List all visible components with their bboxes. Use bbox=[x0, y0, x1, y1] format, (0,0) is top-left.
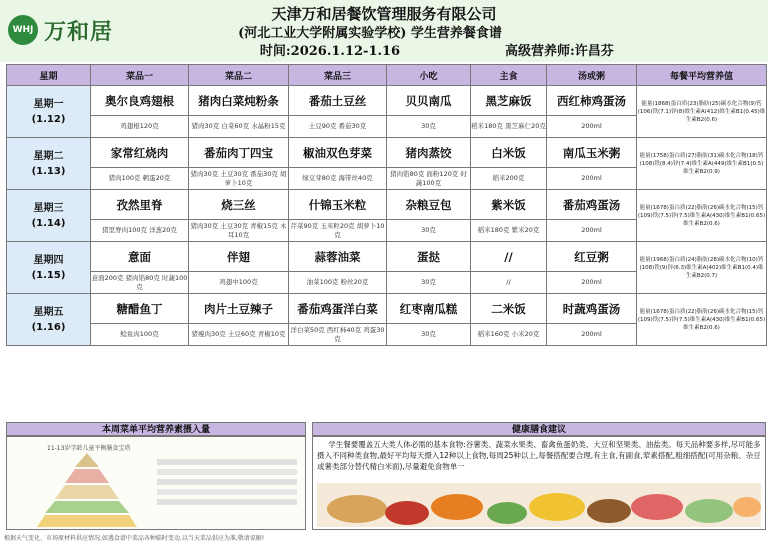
diet-advice-heading: 健康膳食建议 bbox=[312, 422, 766, 436]
day-name: 星期二 bbox=[33, 150, 64, 162]
weekly-menu-table bbox=[6, 64, 767, 346]
ingredient-cell: 猪里脊肉100克 洋葱20克 bbox=[91, 220, 189, 242]
ingredient-cell: 意面200克 猪肉馅80克 时蔬100克 bbox=[91, 272, 189, 294]
day-cell bbox=[7, 86, 91, 138]
page-header bbox=[0, 0, 768, 62]
day-date: (1.14) bbox=[31, 217, 66, 229]
dish-cell: 蛋挞 bbox=[387, 242, 471, 272]
dish-cell: 肉片土豆辣子 bbox=[189, 294, 289, 324]
company-title: 天津万和居餐饮管理服务有限公司 bbox=[271, 5, 497, 23]
nutritionist-name: 高级营养师:许昌芬 bbox=[505, 44, 614, 59]
day-cell bbox=[7, 242, 91, 294]
ingredient-cell: 猪肉30克 土豆30克 青椒15克 木耳10克 bbox=[189, 220, 289, 242]
dish-cell: 黑芝麻饭 bbox=[471, 86, 547, 116]
dish-cell: 猪肉蒸饺 bbox=[387, 138, 471, 168]
day-date: (1.12) bbox=[31, 113, 66, 125]
day-name: 星期四 bbox=[33, 254, 64, 266]
ingredient-cell: 土豆90克 番茄30克 bbox=[289, 116, 387, 138]
food-pyramid-panel bbox=[6, 436, 306, 530]
nutrition-cell: 能量(1678)蛋白质(22)脂肪(26)碳水化合物(15)钙(109)铁(7.5)锌(7.5)维生素A(430)维生素B1(0.65)维生素B2(0.6) bbox=[637, 294, 767, 346]
ingredient-cell: 芹菜90克 玉米粒20克 胡萝卜10克 bbox=[289, 220, 387, 242]
dish-cell: 杂粮豆包 bbox=[387, 190, 471, 220]
ingredient-cell: 稻米180克 黑芝麻仁20克 bbox=[471, 116, 547, 138]
dish-cell: 伴翅 bbox=[189, 242, 289, 272]
dish-cell: 蒜蓉油菜 bbox=[289, 242, 387, 272]
dish-cell: 烧三丝 bbox=[189, 190, 289, 220]
ingredient-cell: 稻米160克 小米20克 bbox=[471, 324, 547, 346]
pyramid-caption: 11-13岁学龄儿童平衡膳食宝塔 bbox=[47, 445, 131, 452]
footer-note: 根据天气变化、市场原材料供应情况,如遇食谱中菜品各种临时变动,以当天菜品供应为准,敬请谅解! bbox=[4, 535, 265, 542]
dish-cell: // bbox=[471, 242, 547, 272]
ingredient-cell: // bbox=[471, 272, 547, 294]
logo-name: 万和居 bbox=[44, 18, 114, 45]
col-header: 菜品二 bbox=[189, 65, 289, 86]
dish-cell: 椒油双色芽菜 bbox=[289, 138, 387, 168]
diet-advice-text: 学生餐要覆盖五大类人体必需的基本食物:谷薯类、蔬菜水果类、畜禽鱼蛋奶类、大豆和坚果类、油盐类。每天品种要多样,尽可能多摄入不同种类食物,最好平均每天摄入12种以上食物,每周25种以上,每餐搭配要合理,有主食,有副食,荤素搭配,粗细搭配(可用杂粮、杂豆或薯类部分替代精白米面),尽量避免食物单一 bbox=[317, 440, 761, 471]
table-row bbox=[7, 138, 767, 168]
day-date: (1.13) bbox=[31, 165, 66, 177]
school-subtitle: (河北工业大学附属实验学校) 学生营养餐食谱 bbox=[238, 26, 502, 41]
table-header-row bbox=[7, 65, 767, 86]
dish-cell: 西红柿鸡蛋汤 bbox=[547, 86, 637, 116]
nutrition-cell: 能量(1968)蛋白质(24)脂肪(28)碳水化合物(10)钙(108)铁(9)锌(6.3)维生素A(402)维生素B1(0.4)维生素B2(0.7) bbox=[637, 242, 767, 294]
dish-cell: 番茄土豆丝 bbox=[289, 86, 387, 116]
dish-cell: 红豆粥 bbox=[547, 242, 637, 272]
day-date: (1.15) bbox=[31, 269, 66, 281]
ingredient-cell: 稻米200克 bbox=[471, 168, 547, 190]
col-header: 菜品一 bbox=[91, 65, 189, 86]
dish-cell: 贝贝南瓜 bbox=[387, 86, 471, 116]
nutrition-cell: 能量(1758)蛋白质(27)脂肪(31)碳水化合物(18)钙(108)铁(8.4)锌(7.4)维生素A(449)维生素B1(0.5)维生素B2(0.9) bbox=[637, 138, 767, 190]
dish-cell: 奥尔良鸡翅根 bbox=[91, 86, 189, 116]
ingredient-cell: 200ml bbox=[547, 220, 637, 242]
dish-cell: 家常红烧肉 bbox=[91, 138, 189, 168]
col-header: 小吃 bbox=[387, 65, 471, 86]
dish-cell: 番茄鸡蛋洋白菜 bbox=[289, 294, 387, 324]
ingredient-cell: 猪肉30克 土豆30克 番茄30克 胡萝卜10克 bbox=[189, 168, 289, 190]
col-header: 主食 bbox=[471, 65, 547, 86]
ingredient-cell: 洋白菜50克 西红柿40克 鸡蛋30克 bbox=[289, 324, 387, 346]
diet-advice-panel bbox=[312, 436, 766, 530]
menu-period: 时间:2026.1.12-1.16 bbox=[259, 44, 401, 59]
dish-cell: 猪肉白菜炖粉条 bbox=[189, 86, 289, 116]
dish-cell: 白米饭 bbox=[471, 138, 547, 168]
day-cell bbox=[7, 190, 91, 242]
ingredient-cell: 30克 bbox=[387, 324, 471, 346]
ingredient-cell: 30克 bbox=[387, 272, 471, 294]
ingredient-cell: 猪肉30克 白菜60克 水晶粉15克 bbox=[189, 116, 289, 138]
day-name: 星期一 bbox=[33, 98, 64, 110]
dish-cell: 番茄鸡蛋汤 bbox=[547, 190, 637, 220]
ingredient-cell: 200ml bbox=[547, 324, 637, 346]
day-name: 星期五 bbox=[33, 306, 64, 318]
nutrition-cell: 能量(1678)蛋白质(22)脂肪(26)碳水化合物(15)钙(109)铁(7.5)锌(7.5)维生素A(430)维生素B1(0.65)维生素B2(0.6) bbox=[637, 190, 767, 242]
day-cell bbox=[7, 138, 91, 190]
ingredient-cell: 30克 bbox=[387, 116, 471, 138]
day-cell bbox=[7, 294, 91, 346]
ingredient-cell: 200ml bbox=[547, 272, 637, 294]
col-header: 星期 bbox=[7, 65, 91, 86]
col-header: 菜品三 bbox=[289, 65, 387, 86]
ingredient-cell: 鲶鱼肉100克 bbox=[91, 324, 189, 346]
table-row bbox=[7, 242, 767, 272]
dish-cell: 紫米饭 bbox=[471, 190, 547, 220]
dish-cell: 南瓜玉米粥 bbox=[547, 138, 637, 168]
dish-cell: 番茄肉丁四宝 bbox=[189, 138, 289, 168]
col-header: 汤或粥 bbox=[547, 65, 637, 86]
dish-cell: 时蔬鸡蛋汤 bbox=[547, 294, 637, 324]
ingredient-cell: 200ml bbox=[547, 116, 637, 138]
ingredient-cell: 30克 bbox=[387, 220, 471, 242]
ingredient-cell: 鸡翅根120克 bbox=[91, 116, 189, 138]
day-name: 星期三 bbox=[33, 202, 64, 214]
dish-cell: 红枣南瓜糕 bbox=[387, 294, 471, 324]
table-row bbox=[7, 294, 767, 324]
dish-cell: 什锦玉米粒 bbox=[289, 190, 387, 220]
ingredient-cell: 鸡翅中100克 bbox=[189, 272, 289, 294]
dish-cell: 孜然里脊 bbox=[91, 190, 189, 220]
dish-cell: 二米饭 bbox=[471, 294, 547, 324]
ingredient-cell: 200ml bbox=[547, 168, 637, 190]
dish-cell: 糖醋鱼丁 bbox=[91, 294, 189, 324]
ingredient-cell: 猪瘦肉30克 土豆60克 青椒10克 bbox=[189, 324, 289, 346]
food-photo-strip bbox=[317, 483, 761, 527]
food-pyramid-icon bbox=[27, 449, 147, 529]
ingredient-cell: 猪肉100克 鹌蛋20克 bbox=[91, 168, 189, 190]
table-row bbox=[7, 190, 767, 220]
nutrition-cell: 能量(1868)蛋白质(23)脂肪(25)碳水化合物(9)钙(106)铁(7.1)锌(8)维生素A(412)维生素B1(0.45)维生素B2(0.6) bbox=[637, 86, 767, 138]
dish-cell: 意面 bbox=[91, 242, 189, 272]
nutrient-intake-heading: 本周菜单平均营养素摄入量 bbox=[6, 422, 306, 436]
day-date: (1.16) bbox=[31, 321, 66, 333]
col-header: 每餐平均营养值 bbox=[637, 65, 767, 86]
ingredient-cell: 绿豆芽80克 海带丝40克 bbox=[289, 168, 387, 190]
ingredient-cell: 猪肉馅80克 面粉120克 时蔬100克 bbox=[387, 168, 471, 190]
pyramid-legend bbox=[157, 455, 297, 525]
logo-badge: WHJ bbox=[8, 15, 38, 45]
ingredient-cell: 稻米180克 紫米20克 bbox=[471, 220, 547, 242]
ingredient-cell: 油菜100克 粉丝20克 bbox=[289, 272, 387, 294]
table-row bbox=[7, 86, 767, 116]
